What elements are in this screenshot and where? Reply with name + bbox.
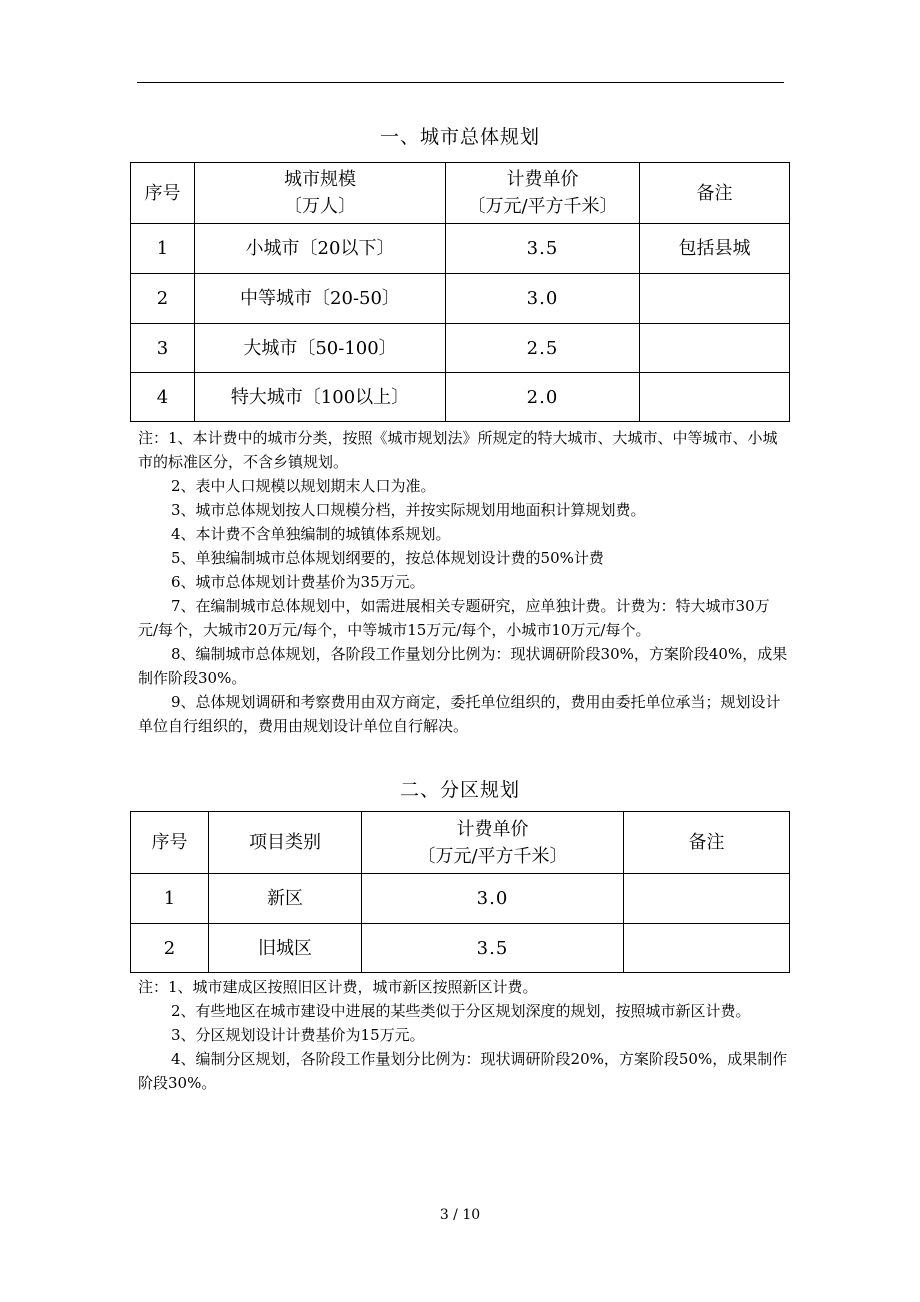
row-scale: 特大城市〔100以上〕 [195,373,446,422]
header-scale [195,163,446,224]
row-no: 1 [131,874,209,924]
row-note [640,274,790,324]
header-price-line2: 〔万元/平方千米〕 [417,845,568,867]
table-header-row [131,812,790,874]
row-note [640,373,790,422]
table-row [131,224,790,274]
header-price [362,812,624,874]
section2-notes [138,975,788,1095]
note-item: 2、表中人口规模以规划期末人口为准。 [171,477,436,495]
row-note [624,874,790,924]
note-item: 9、总体规划调研和考察费用由双方商定，委托单位组织的，费用由委托单位承当；规划设计单位自行组织的，费用由规划设计单位自行解决。 [138,693,781,735]
header-price [446,163,640,224]
city-master-plan-table [130,162,790,422]
table-row [131,874,790,924]
row-scale: 中等城市〔20-50〕 [195,274,446,324]
header-note: 备注 [624,812,790,874]
table-row [131,324,790,373]
table-row [131,373,790,422]
row-scale: 大城市〔50-100〕 [195,324,446,373]
row-note [624,924,790,973]
header-rule [137,82,784,83]
note-item: 5、单独编制城市总体规划纲要的，按总体规划设计费的50%计费 [171,549,604,567]
note-item: 8、编制城市总体规划，各阶段工作量划分比例为：现状调研阶段30%，方案阶段40%，成果制作阶段30%。 [138,645,788,687]
table-row [131,274,790,324]
row-note: 包括县城 [640,224,790,274]
row-no: 4 [131,373,195,422]
note-item: 3、城市总体规划按人口规模分档，并按实际规划用地面积计算规划费。 [171,501,646,519]
note-item: 3、分区规划设计计费基价为15万元。 [171,1026,425,1044]
table-header-row [131,163,790,224]
row-price: 3.5 [446,224,640,274]
note-item: 4、编制分区规划，各阶段工作量划分比例为：现状调研阶段20%，方案阶段50%，成果制作阶段30%。 [138,1050,788,1092]
row-price: 3.5 [362,924,624,973]
header-price-line1: 计费单价 [506,169,579,190]
row-no: 2 [131,924,209,973]
row-price: 3.0 [446,274,640,324]
district-plan-table [130,811,790,973]
header-no: 序号 [131,812,209,874]
row-note [640,324,790,373]
header-no: 序号 [131,163,195,224]
section2-title: 二、分区规划 [399,779,520,801]
note-item: 注：1、本计费中的城市分类，按照《城市规划法》所规定的特大城市、大城市、中等城市、小城市的标准区分，不含乡镇规划。 [138,429,778,471]
row-price: 2.0 [446,373,640,422]
header-scale-line1: 城市规模 [284,169,356,190]
header-price-line1: 计费单价 [456,818,529,840]
header-price-line2: 〔万元/平方千米〕 [467,196,618,217]
note-item: 注：1、城市建成区按照旧区计费，城市新区按照新区计费。 [138,978,538,996]
row-no: 2 [131,274,195,324]
table-row [131,924,790,973]
header-category: 项目类别 [209,812,362,874]
row-price: 3.0 [362,874,624,924]
header-note: 备注 [640,163,790,224]
row-no: 1 [131,224,195,274]
note-item: 6、城市总体规划计费基价为35万元。 [171,573,425,591]
note-item: 4、本计费不含单独编制的城镇体系规划。 [171,525,451,543]
row-category: 旧城区 [209,924,362,973]
note-item: 2、有些地区在城市建设中进展的某些类似于分区规划深度的规划，按照城市新区计费。 [171,1002,751,1020]
row-price: 2.5 [446,324,640,373]
row-no: 3 [131,324,195,373]
section1-title: 一、城市总体规划 [379,126,540,148]
page-number: 3 / 10 [439,1207,481,1223]
row-scale: 小城市〔20以下〕 [195,224,446,274]
header-scale-line2: 〔万人〕 [284,196,356,217]
row-category: 新区 [209,874,362,924]
section1-notes [138,426,788,738]
note-item: 7、在编制城市总体规划中，如需进展相关专题研究，应单独计费。计费为：特大城市30万元/每个，大城市20万元/每个，中等城市15万元/每个，小城市10万元/每个。 [138,597,770,639]
